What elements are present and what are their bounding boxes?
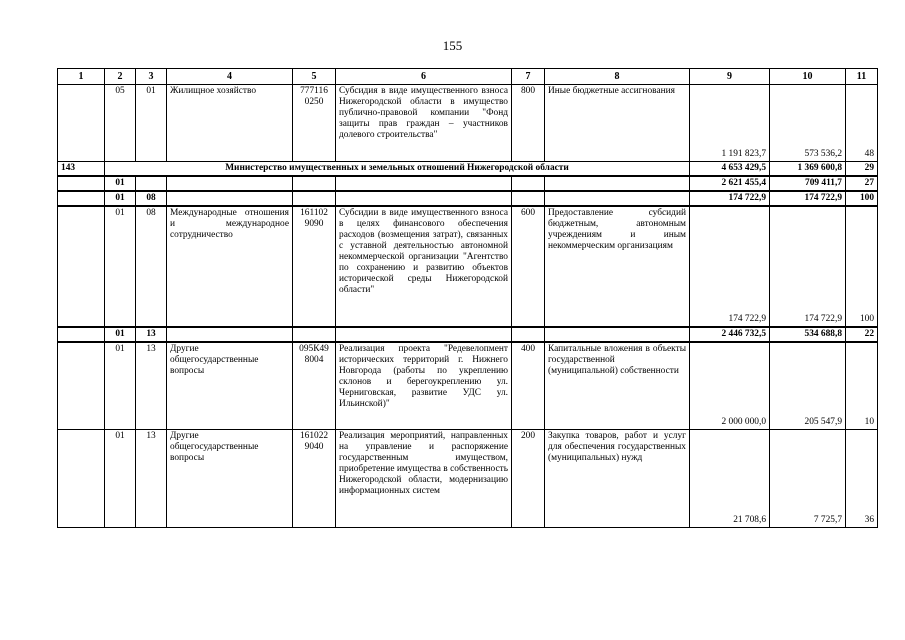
amount-executed: 1 369 600,8 xyxy=(770,162,846,177)
section-name: Жилищное хозяйство xyxy=(167,85,293,162)
percent: 100 xyxy=(846,191,878,206)
expense-type-code: 200 xyxy=(512,429,545,527)
expense-type-code: 600 xyxy=(512,206,545,327)
subsection-code: 08 xyxy=(136,206,167,327)
amount-executed: 174 722,9 xyxy=(770,206,846,327)
expense-type-code: 800 xyxy=(512,85,545,162)
amount-executed: 534 688,8 xyxy=(770,327,846,342)
subsection-total-row xyxy=(58,191,878,206)
header-cell: 11 xyxy=(846,69,878,85)
section-total-row xyxy=(58,176,878,191)
target-name: Реализация мероприятий, направленных на управление и распоряжение государственным имуществом, приобретение имущества в собственность Нижегородской области, модернизацию информационных систем xyxy=(336,429,512,527)
subsection-code: 13 xyxy=(136,327,167,342)
ministry-title: Министерство имущественных и земельных отношений Нижегородской области xyxy=(105,162,690,177)
section-code: 01 xyxy=(105,176,136,191)
expense-type-name: Предоставление субсидий бюджетным, автономным учреждениям и иным некоммерческим организациям xyxy=(545,206,690,327)
amount-executed: 709 411,7 xyxy=(770,176,846,191)
header-cell: 3 xyxy=(136,69,167,85)
amount-planned: 4 653 429,5 xyxy=(690,162,770,177)
header-cell: 10 xyxy=(770,69,846,85)
percent: 100 xyxy=(846,206,878,327)
target-code: 095К49 8004 xyxy=(293,342,336,429)
expense-type-name: Капитальные вложения в объекты государственной (муниципальной) собственности xyxy=(545,342,690,429)
target-code: 161102 9090 xyxy=(293,206,336,327)
ministry-row xyxy=(58,162,878,177)
table-row xyxy=(58,206,878,327)
section-name: Другие общегосударственные вопросы xyxy=(167,342,293,429)
percent: 27 xyxy=(846,176,878,191)
amount-executed: 573 536,2 xyxy=(770,85,846,162)
target-code: 777116 0250 xyxy=(293,85,336,162)
target-name: Субсидия в виде имущественного взноса Нижегородской области в имущество публично-правовой компании "Фонд защиты прав граждан – участников долевого строительства" xyxy=(336,85,512,162)
amount-executed: 174 722,9 xyxy=(770,191,846,206)
section-code: 01 xyxy=(105,206,136,327)
amount-planned: 2 000 000,0 xyxy=(690,342,770,429)
subsection-code: 13 xyxy=(136,342,167,429)
header-cell: 6 xyxy=(336,69,512,85)
section-code: 01 xyxy=(105,191,136,206)
section-name: Международные отношения и международное сотрудничество xyxy=(167,206,293,327)
section-code: 05 xyxy=(105,85,136,162)
expense-type-code: 400 xyxy=(512,342,545,429)
target-code: 161022 9040 xyxy=(293,429,336,527)
header-cell: 7 xyxy=(512,69,545,85)
section-code: 01 xyxy=(105,342,136,429)
header-row xyxy=(58,69,878,85)
table-row xyxy=(58,342,878,429)
amount-planned: 2 621 455,4 xyxy=(690,176,770,191)
subsection-total-row xyxy=(58,327,878,342)
ministry-code: 143 xyxy=(58,162,105,177)
section-name: Другие общегосударственные вопросы xyxy=(167,429,293,527)
header-cell: 5 xyxy=(293,69,336,85)
header-cell: 8 xyxy=(545,69,690,85)
amount-executed: 205 547,9 xyxy=(770,342,846,429)
percent: 36 xyxy=(846,429,878,527)
amount-planned: 174 722,9 xyxy=(690,206,770,327)
subsection-code: 08 xyxy=(136,191,167,206)
amount-planned: 21 708,6 xyxy=(690,429,770,527)
expense-type-name: Закупка товаров, работ и услуг для обеспечения государственных (муниципальных) нужд xyxy=(545,429,690,527)
subsection-code: 13 xyxy=(136,429,167,527)
amount-planned: 2 446 732,5 xyxy=(690,327,770,342)
table-row xyxy=(58,429,878,527)
table-row xyxy=(58,85,878,162)
header-cell: 4 xyxy=(167,69,293,85)
amount-planned: 1 191 823,7 xyxy=(690,85,770,162)
section-code: 01 xyxy=(105,429,136,527)
section-code: 01 xyxy=(105,327,136,342)
header-cell: 1 xyxy=(58,69,105,85)
amount-executed: 7 725,7 xyxy=(770,429,846,527)
percent: 29 xyxy=(846,162,878,177)
amount-planned: 174 722,9 xyxy=(690,191,770,206)
header-cell: 2 xyxy=(105,69,136,85)
percent: 22 xyxy=(846,327,878,342)
page-number: 155 xyxy=(442,38,463,53)
budget-table xyxy=(57,68,878,528)
expense-type-name: Иные бюджетные ассигнования xyxy=(545,85,690,162)
target-name: Субсидии в виде имущественного взноса в целях финансового обеспечения расходов (возмещения затрат), связанных с уставной деятельностью автономной некоммерческой организации "Агентство по сохранению и развитию объектов исторической среды Нижегородской области" xyxy=(336,206,512,327)
header-cell: 9 xyxy=(690,69,770,85)
subsection-code: 01 xyxy=(136,85,167,162)
percent: 10 xyxy=(846,342,878,429)
percent: 48 xyxy=(846,85,878,162)
target-name: Реализация проекта "Редевелопмент исторических территорий г. Нижнего Новгорода (работы по укреплению склонов и берегоукреплению ул. Черниговская, развитие УДС ул. Ильинской)" xyxy=(336,342,512,429)
